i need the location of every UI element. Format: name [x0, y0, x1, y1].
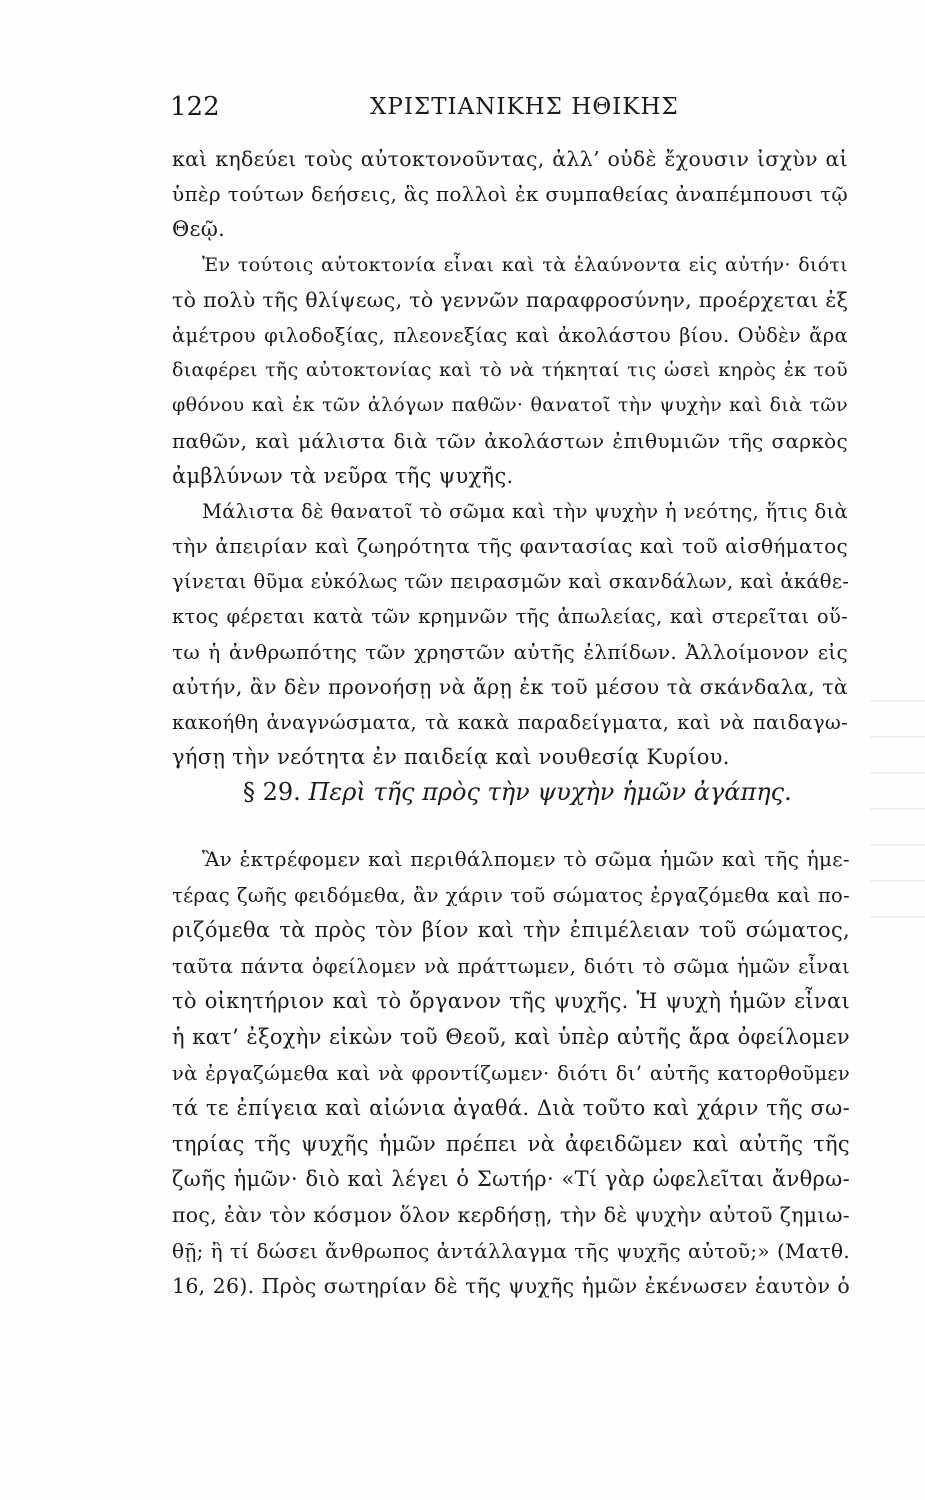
text-line: πος, ἐὰν τὸν κόσμον ὅλον κερδήσῃ, τὴν δὲ ψυχὴν αὐτοῦ ζημιω-: [172, 1202, 850, 1227]
paragraph-start-line: Ἂν ἐκτρέφομεν καὶ περιθάλπομεν τὸ σῶμα ἡμῶν καὶ τῆς ἡμε-: [202, 847, 850, 871]
section-heading: [243, 778, 792, 806]
text-line: φθόνου καὶ ἐκ τῶν ἀλόγων παθῶν· θανατοῖ τὴν ψυχὴν καὶ διὰ τῶν: [172, 394, 848, 417]
page-header: [170, 92, 830, 126]
show-through-from-reverse: [870, 700, 925, 950]
paragraph-start-line: Ἐν τούτοις αὐτοκτονία εἶναι καὶ τὰ ἐλαύνοντα εἰς αὐτήν· διότι: [202, 253, 848, 276]
text-line: διαφέρει τῆς αὐτοκτονίας καὶ τὸ νὰ τήκηταί τις ὡσεὶ κηρὸς ἐκ τοῦ: [172, 359, 848, 382]
section-title: Περὶ τῆς πρὸς τὴν ψυχὴν ἡμῶν ἀγάπης.: [308, 778, 792, 806]
text-line: τὴν ἀπειρίαν καὶ ζωηρότητα τῆς φαντασίας καὶ τοῦ αἰσθήματος: [172, 534, 848, 559]
text-line: Θεῷ.: [172, 217, 226, 242]
text-line: ἡ κατ’ ἐξοχὴν εἰκὼν τοῦ Θεοῦ, καὶ ὑπὲρ αὐτῆς ἄρα ὀφείλομεν: [172, 1024, 850, 1049]
text-line: κακοήθη ἀναγνώσματα, τὰ κακὰ παραδείγματα, καὶ νὰ παιδαγω-: [172, 711, 848, 734]
section-number: § 29.: [243, 778, 301, 806]
text-line: τω ἡ ἀνθρωπότης τῶν χρηστῶν αὐτῆς ἐλπίδων. Ἀλλοίμονον εἰς: [172, 639, 848, 664]
text-line: γήσῃ τὴν νεότητα ἐν παιδείᾳ καὶ νουθεσίᾳ Κυρίου.: [172, 745, 730, 770]
text-line: αὐτήν, ἂν δὲν προνοήσῃ νὰ ἄρῃ ἐκ τοῦ μέσου τὰ σκάνδαλα, τὰ: [172, 674, 848, 699]
text-line: κτος φέρεται κατὰ τῶν κρημνῶν τῆς ἀπωλείας, καὶ στερεῖται οὕ-: [172, 605, 848, 629]
paragraph-start-line: Μάλιστα δὲ θανατοῖ τὸ σῶμα καὶ τὴν ψυχὴν ἡ νεότης, ἥτις διὰ: [202, 499, 848, 523]
text-line: θῇ; ἢ τί δώσει ἄνθρωπος ἀντάλλαγμα τῆς ψυχῆς αὐτοῦ;» (Ματθ.: [172, 1238, 850, 1263]
text-line: τὸ οἰκητήριον καὶ τὸ ὄργανον τῆς ψυχῆς. Ἡ ψυχὴ ἡμῶν εἶναι: [172, 989, 850, 1014]
text-line: ριζόμεθα τὰ πρὸς τὸν βίον καὶ τὴν ἐπιμέλειαν τοῦ σώματος,: [172, 918, 850, 943]
text-line: ταῦτα πάντα ὀφείλομεν νὰ πράττωμεν, διότι τὸ σῶμα ἡμῶν εἶναι: [172, 954, 850, 978]
body-text-top: [172, 142, 848, 775]
text-line: ἀμβλύνων τὰ νεῦρα τῆς ψυχῆς.: [172, 463, 514, 488]
text-line: ζωῆς ἡμῶν· διὸ καὶ λέγει ὁ Σωτήρ· «Τί γὰρ ὠφελεῖται ἄνθρω-: [172, 1167, 850, 1192]
body-text-bottom: [172, 842, 850, 1305]
text-line: ἀμέτρου φιλοδοξίας, πλεονεξίας καὶ ἀκολάστου βίου. Οὐδὲν ἄρα: [172, 323, 848, 347]
text-line: νὰ ἐργαζώμεθα καὶ νὰ φροντίζωμεν· διότι δι’ αὐτῆς κατορθοῦμεν: [172, 1061, 850, 1085]
text-line: καὶ κηδεύει τοὺς αὐτοκτονοῦντας, ἀλλ’ οὐδὲ ἔχουσιν ἰσχὺν αἱ: [172, 147, 848, 171]
text-line: παθῶν, καὶ μάλιστα διὰ τῶν ἀκολάστων ἐπιθυμιῶν τῆς σαρκὸς: [172, 428, 848, 453]
text-line: τέρας ζωῆς φειδόμεθα, ἂν χάριν τοῦ σώματος ἐργαζόμεθα καὶ πο-: [172, 883, 850, 907]
text-line: τὸ πολὺ τῆς θλίψεως, τὸ γεννῶν παραφροσύνην, προέρχεται ἐξ: [172, 287, 849, 312]
text-line: ὑπὲρ τούτων δεήσεις, ἃς πολλοὶ ἐκ συμπαθείας ἀναπέμπουσι τῷ: [172, 182, 848, 207]
text-line: 16, 26). Πρὸς σωτηρίαν δὲ τῆς ψυχῆς ἡμῶν ἐκένωσεν ἑαυτὸν ὁ: [172, 1274, 850, 1299]
text-line: τά τε ἐπίγεια καὶ αἰώνια ἀγαθά. Διὰ τοῦτο καὶ χάριν τῆς σω-: [172, 1096, 850, 1121]
running-head: ΧΡΙΣΤΙΑΝΙΚΗΣ ΗΘΙΚΗΣ: [370, 94, 679, 120]
text-line: τηρίας τῆς ψυχῆς ἡμῶν πρέπει νὰ ἀφειδῶμεν καὶ αὐτῆς τῆς: [172, 1131, 850, 1156]
text-line: γίνεται θῦμα εὐκόλως τῶν πειρασμῶν καὶ σκανδάλων, καὶ ἀκάθε-: [172, 570, 850, 594]
page-number: 122: [170, 92, 220, 122]
